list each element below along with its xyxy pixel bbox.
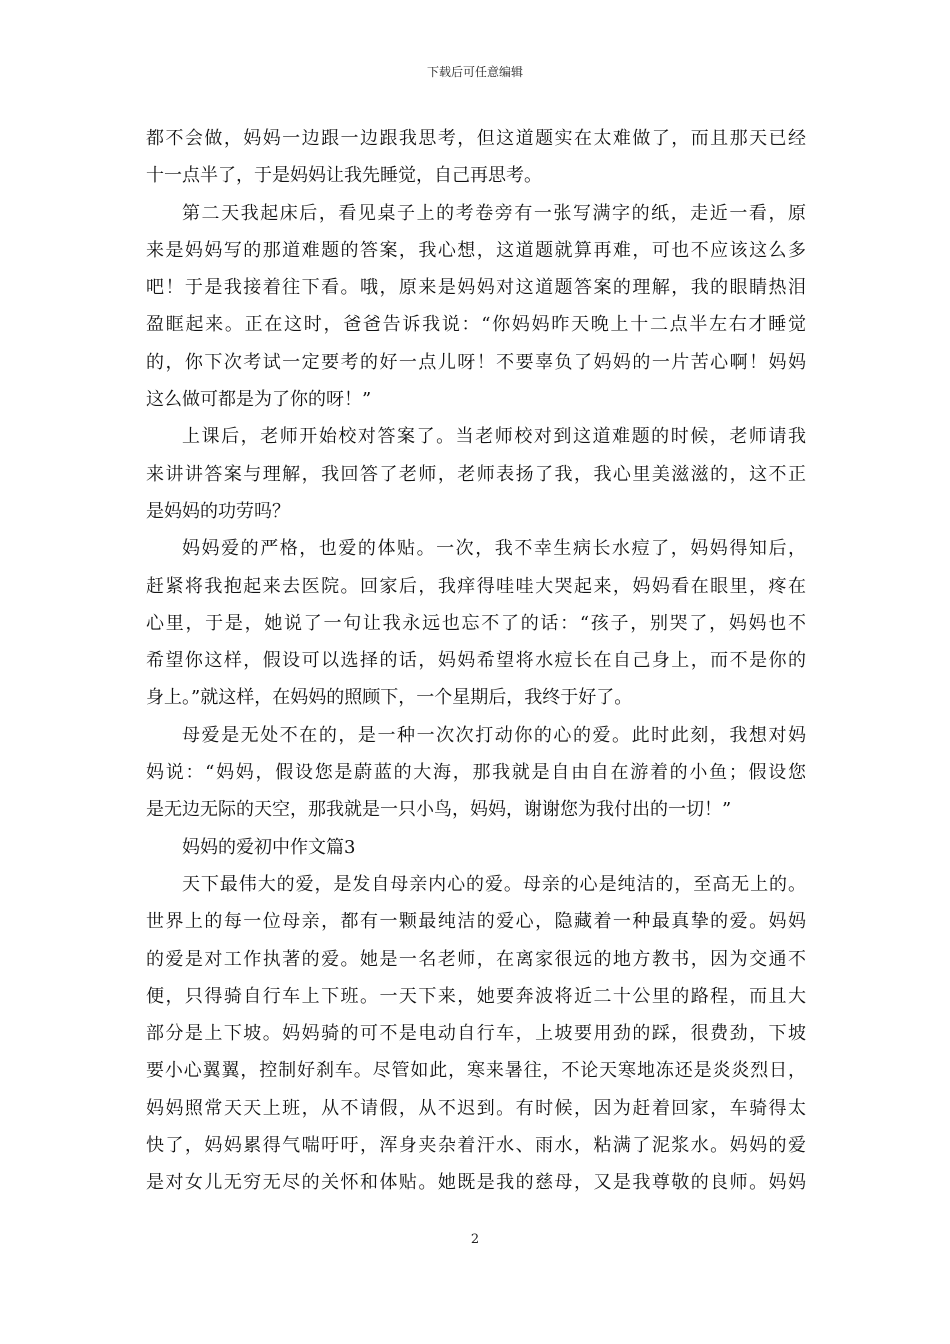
text-line: 快了，妈妈累得气喘吁吁，浑身夹杂着汗水、雨水，粘满了泥浆水。妈妈的爱 bbox=[146, 1135, 806, 1157]
page-number: 2 bbox=[470, 1232, 480, 1247]
text-line: 上课后，老师开始校对答案了。当老师校对到这道难题的时候，老师请我 bbox=[182, 426, 806, 448]
document-body bbox=[146, 120, 806, 1202]
text-line: 的爱是对工作执著的爱。她是一名老师，在离家很远的地方教书，因为交通不 bbox=[146, 948, 806, 970]
text-line: 天下最伟大的爱，是发自母亲内心的爱。母亲的心是纯洁的，至高无上的。 bbox=[182, 873, 806, 895]
text-line: 要小心翼翼，控制好刹车。尽管如此，寒来暑往，不论天寒地冻还是炎炎烈日， bbox=[146, 1060, 806, 1082]
text-line: 是对女儿无穷无尽的关怀和体贴。她既是我的慈母，又是我尊敬的良师。妈妈 bbox=[146, 1172, 806, 1194]
text-line: 妈妈爱的严格，也爱的体贴。一次，我不幸生病长水痘了，妈妈得知后， bbox=[182, 538, 806, 560]
text-line: 妈说：“妈妈，假设您是蔚蓝的大海，那我就是自由自在游着的小鱼；假设您 bbox=[146, 762, 806, 784]
text-line: 盈眶起来。正在这时，爸爸告诉我说：“你妈妈昨天晚上十二点半左右才睡觉 bbox=[146, 314, 806, 336]
text-line: 是无边无际的天空，那我就是一只小鸟，妈妈，谢谢您为我付出的一切！” bbox=[146, 799, 732, 821]
text-line: 是妈妈的功劳吗？ bbox=[146, 500, 290, 522]
text-line: 便，只得骑自行车上下班。一天下来，她要奔波将近二十公里的路程，而且大 bbox=[146, 985, 806, 1007]
text-line: 的，你下次考试一定要考的好一点儿呀！不要辜负了妈妈的一片苦心啊！妈妈 bbox=[146, 351, 806, 373]
text-line: 妈妈的爱初中作文篇3 bbox=[182, 836, 356, 858]
text-line: 来讲讲答案与理解，我回答了老师，老师表扬了我，我心里美滋滋的，这不正 bbox=[146, 463, 806, 485]
text-line: 部分是上下坡。妈妈骑的可不是电动自行车，上坡要用劲的踩，很费劲，下坡 bbox=[146, 1023, 806, 1045]
text-line: 世界上的每一位母亲，都有一颗最纯洁的爱心，隐藏着一种最真挚的爱。妈妈 bbox=[146, 911, 806, 933]
text-line: 来是妈妈写的那道难题的答案，我心想，这道题就算再难，可也不应该这么多 bbox=[146, 239, 806, 261]
text-line: 第二天我起床后，看见桌子上的考卷旁有一张写满字的纸，走近一看，原 bbox=[182, 202, 806, 224]
page-header: 下载后可任意编辑 bbox=[426, 65, 523, 79]
text-line: 十一点半了，于是妈妈让我先睡觉，自己再思考。 bbox=[146, 165, 542, 187]
text-line: 心里，于是，她说了一句让我永远也忘不了的话：“孩子，别哭了，妈妈也不 bbox=[146, 612, 806, 634]
text-line: 都不会做，妈妈一边跟一边跟我思考，但这道题实在太难做了，而且那天已经 bbox=[146, 128, 806, 149]
text-line: 这么做可都是为了你的呀！” bbox=[146, 389, 372, 411]
text-line: 母爱是无处不在的，是一种一次次打动你的心的爱。此时此刻，我想对妈 bbox=[182, 724, 806, 746]
text-line: 妈妈照常天天上班，从不请假，从不迟到。有时候，因为赶着回家，车骑得太 bbox=[146, 1097, 806, 1119]
text-line: 身上。”就这样，在妈妈的照顾下，一个星期后，我终于好了。 bbox=[146, 687, 633, 709]
text-line: 吧！于是我接着往下看。哦，原来是妈妈对这道题答案的理解，我的眼睛热泪 bbox=[146, 277, 806, 299]
text-line: 希望你这样，假设可以选择的话，妈妈希望将水痘长在自己身上，而不是你的 bbox=[146, 650, 806, 672]
text-line: 赶紧将我抱起来去医院。回家后，我痒得哇哇大哭起来，妈妈看在眼里，疼在 bbox=[146, 575, 806, 597]
